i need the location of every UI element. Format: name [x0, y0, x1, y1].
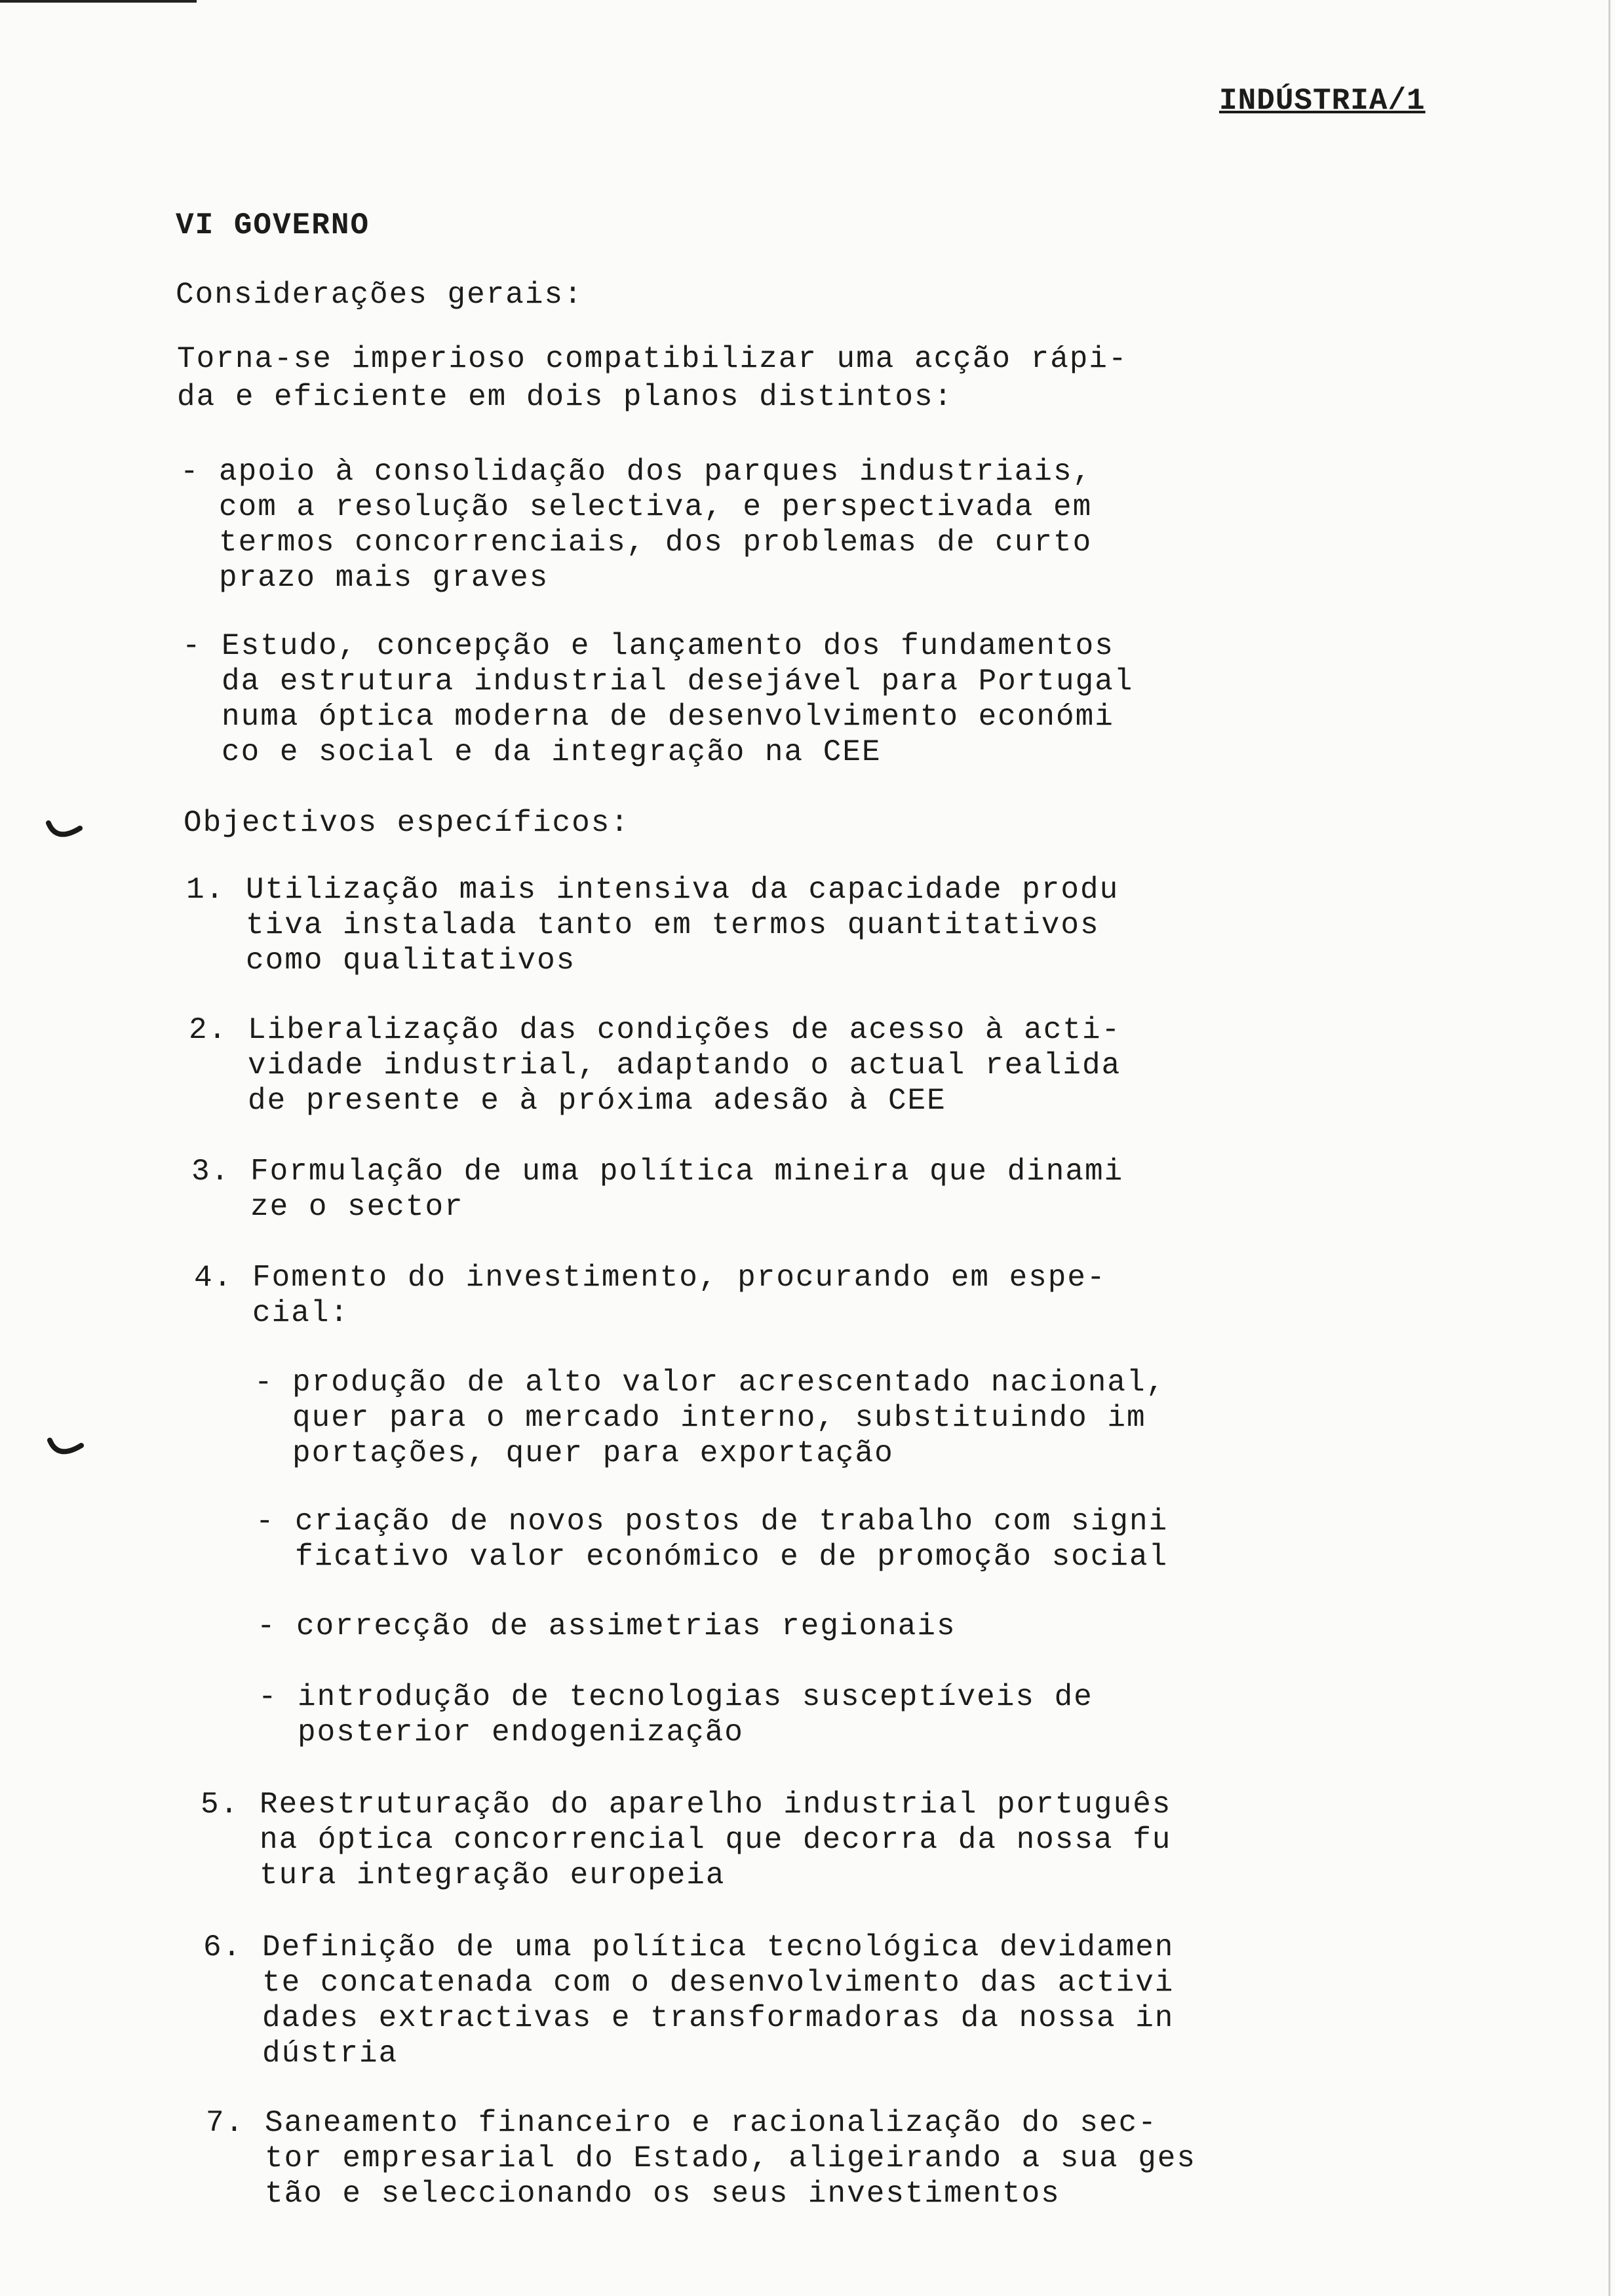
sub-bullet-2-line-1: criação de novos postos de trabalho com signi [295, 1504, 1169, 1539]
bullet-2-line-1: Estudo, concepção e lançamento dos fundamentos [222, 629, 1114, 663]
sub-bullet-1-line-3: portações, quer para exportação [292, 1436, 894, 1470]
sub-bullet-2-line-2: ficativo valor económico e de promoção social [295, 1540, 1169, 1574]
bullet-1-line-2: com a resolução selectiva, e perspectivada em [219, 490, 1093, 524]
margin-check-mark [46, 1436, 85, 1463]
objective-number: 1. [186, 873, 225, 907]
general-considerations-heading: Considerações gerais: [176, 278, 583, 312]
objective-5-line-2: na óptica concorrencial que decorra da nossa fu [260, 1823, 1172, 1857]
objective-1-line-2: tiva instalada tanto em termos quantitativos [246, 908, 1100, 942]
right-edge-line [1608, 0, 1610, 2296]
government-heading: VI GOVERNO [176, 208, 370, 242]
objective-number: 4. [194, 1261, 233, 1295]
objective-number: 2. [189, 1013, 228, 1047]
objective-5-line-1: Reestruturação do aparelho industrial português [260, 1788, 1172, 1822]
objective-7-line-2: tor empresarial do Estado, aligeirando a sua ges [265, 2141, 1197, 2175]
bullet-2-line-2: da estrutura industrial desejável para Portugal [222, 664, 1134, 698]
objective-2-line-1: Liberalização das condições de acesso à acti- [248, 1013, 1121, 1047]
bullet-marker: - [180, 455, 200, 489]
bullet-1-line-3: termos concorrenciais, dos problemas de curto [219, 526, 1093, 560]
objective-4-line-2: cial: [252, 1296, 350, 1330]
objective-2-line-3: de presente e à próxima adesão à CEE [248, 1084, 946, 1118]
objective-6-line-2: te concatenada com o desenvolvimento das activi [262, 1966, 1175, 2000]
sub-bullet-1-line-2: quer para o mercado interno, substituindo im [292, 1401, 1146, 1435]
sub-bullet-1-line-1: produção de alto valor acrescentado nacional, [292, 1366, 1166, 1400]
objective-7-line-1: Saneamento financeiro e racionalização do sec- [265, 2106, 1158, 2140]
objectives-heading: Objectivos específicos: [184, 806, 630, 840]
objective-1-line-3: como qualitativos [246, 944, 576, 978]
bullet-2-line-3: numa óptica moderna de desenvolvimento económi [222, 700, 1114, 734]
bullet-marker: - [182, 629, 202, 663]
objective-number: 3. [191, 1155, 231, 1189]
top-edge-line [0, 0, 197, 3]
objective-6-line-4: dústria [262, 2037, 399, 2071]
objective-4-line-1: Fomento do investimento, procurando em espe- [252, 1261, 1106, 1295]
objective-3-line-2: ze o sector [250, 1190, 464, 1224]
objective-6-line-1: Definição de uma política tecnológica devidamen [262, 1930, 1175, 1964]
page-header: INDÚSTRIA/1 [1219, 84, 1426, 118]
sub-bullet-4-line-1: introdução de tecnologias susceptíveis de [298, 1680, 1093, 1714]
margin-check-mark [45, 819, 84, 845]
objective-7-line-3: tão e seleccionando os seus investimentos [265, 2177, 1060, 2211]
bullet-2-line-4: co e social e da integração na CEE [222, 735, 882, 769]
sub-bullet-marker: - [257, 1609, 277, 1643]
sub-bullet-marker: - [256, 1504, 275, 1539]
objective-5-line-3: tura integração europeia [260, 1858, 726, 1892]
objective-6-line-3: dades extractivas e transformadoras da nossa in [262, 2001, 1175, 2035]
sub-bullet-4-line-2: posterior endogenização [298, 1715, 744, 1750]
intro-line-2: da e eficiente em dois planos distintos: [177, 380, 954, 414]
objective-2-line-2: vidade industrial, adaptando o actual realida [248, 1048, 1121, 1082]
objective-number: 5. [201, 1788, 240, 1822]
bullet-1-line-4: prazo mais graves [219, 561, 549, 595]
objective-1-line-1: Utilização mais intensiva da capacidade produ [246, 873, 1119, 907]
objective-number: 7. [206, 2106, 245, 2140]
bullet-1-line-1: apoio à consolidação dos parques industriais, [219, 455, 1093, 489]
intro-line-1: Torna-se imperioso compatibilizar uma acção rápi- [177, 342, 1128, 376]
objective-3-line-1: Formulação de uma política mineira que dinami [250, 1155, 1124, 1189]
sub-bullet-3-line-1: correcção de assimetrias regionais [296, 1609, 956, 1643]
objective-number: 6. [203, 1930, 243, 1964]
sub-bullet-marker: - [258, 1680, 278, 1714]
sub-bullet-marker: - [254, 1366, 274, 1400]
